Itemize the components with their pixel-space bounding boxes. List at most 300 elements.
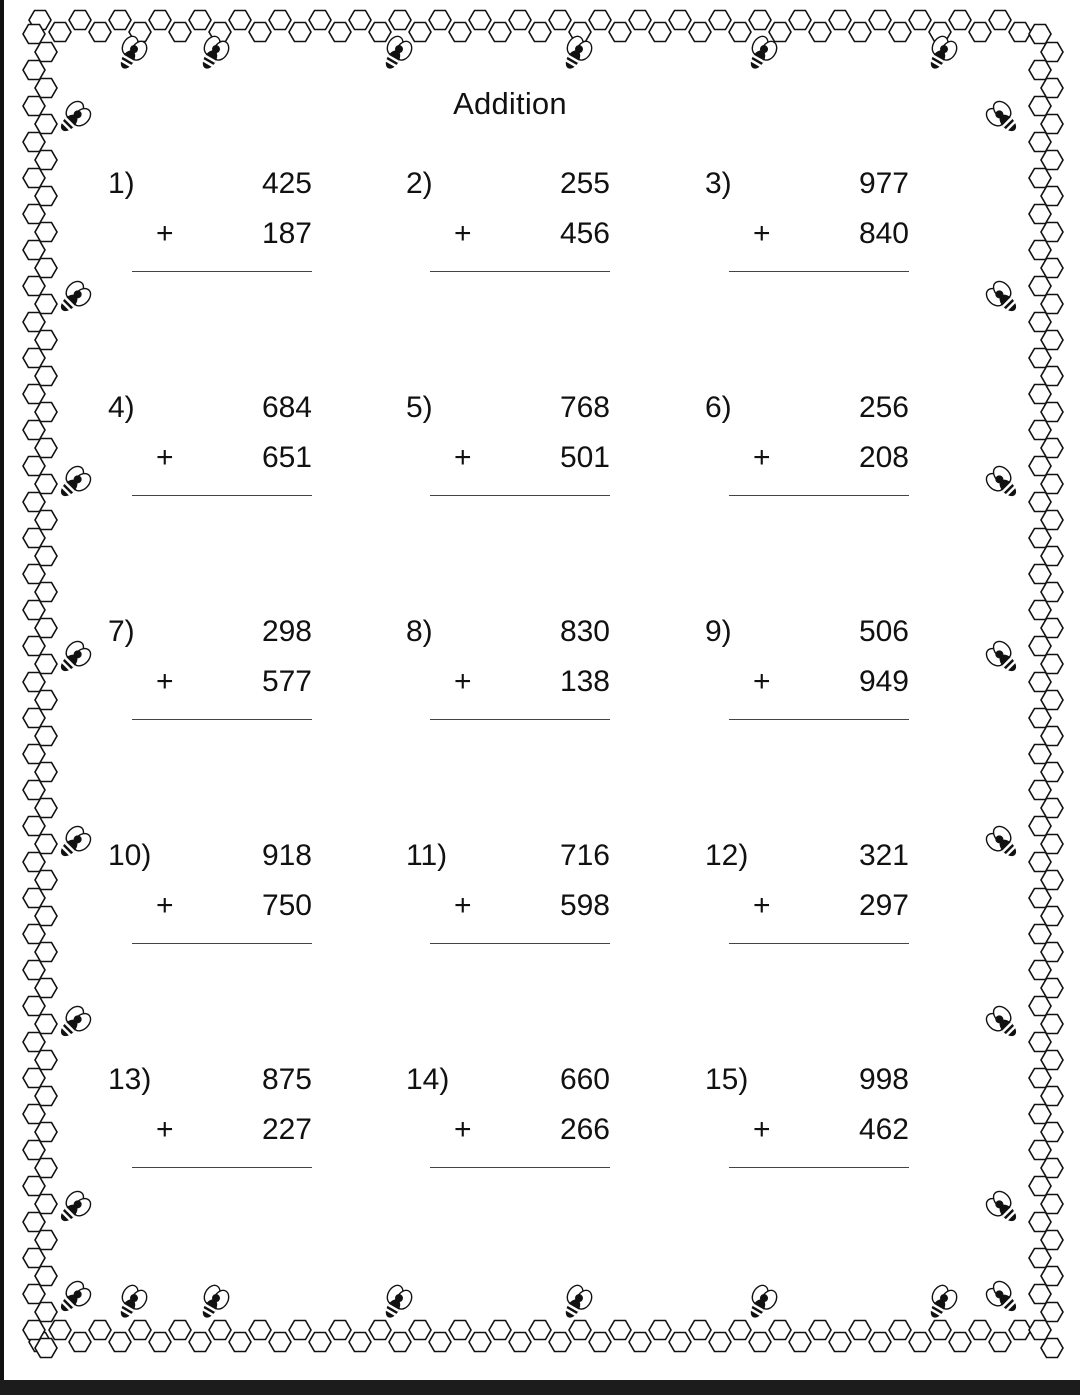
plus-sign: + xyxy=(156,217,174,250)
problem-5 xyxy=(406,391,626,501)
honeycomb-cell xyxy=(389,1333,411,1352)
honeycomb-cell xyxy=(35,1267,57,1286)
honeycomb-cell xyxy=(149,1333,171,1352)
honeycomb-cell xyxy=(35,655,57,674)
plus-sign: + xyxy=(156,889,174,922)
honeycomb-cell xyxy=(35,475,57,494)
honeycomb-cell xyxy=(349,1333,371,1352)
problem-number: 15) xyxy=(705,1063,749,1096)
honeycomb-cell xyxy=(1029,1213,1051,1232)
bee-icon xyxy=(54,278,94,318)
honeycomb-cell xyxy=(23,637,45,656)
honeycomb-cell xyxy=(1041,331,1063,350)
honeycomb-cell xyxy=(809,23,831,42)
honeycomb-cell xyxy=(769,1321,791,1340)
problem-number: 2) xyxy=(406,167,433,200)
honeycomb-cell xyxy=(989,11,1011,30)
plus-sign: + xyxy=(753,665,771,698)
answer-line xyxy=(729,719,909,720)
honeycomb-cell xyxy=(1041,475,1063,494)
honeycomb-cell xyxy=(489,23,511,42)
honeycomb-cell xyxy=(1029,709,1051,728)
honeycomb-cell xyxy=(269,11,291,30)
honeycomb-cell xyxy=(35,943,57,962)
honeycomb-cell xyxy=(969,1321,991,1340)
honeycomb-cell xyxy=(989,1333,1011,1352)
honeycomb-cell xyxy=(369,1321,391,1340)
honeycomb-cell xyxy=(1009,1321,1031,1340)
honeycomb-cell xyxy=(23,709,45,728)
first-addend: 321 xyxy=(858,839,909,872)
honeycomb-cell xyxy=(1029,781,1051,800)
honeycomb-cell xyxy=(789,11,811,30)
second-addend: 750 xyxy=(261,889,312,922)
honeycomb-cell xyxy=(1029,97,1051,116)
problem-number: 3) xyxy=(705,167,732,200)
honeycomb-cell xyxy=(609,1321,631,1340)
answer-line xyxy=(430,495,610,496)
bee-icon xyxy=(54,823,94,863)
honeycomb-cell xyxy=(1041,187,1063,206)
honeycomb-cell xyxy=(849,23,871,42)
bee-icon xyxy=(983,1003,1023,1043)
honeycomb-cell xyxy=(909,11,931,30)
honeycomb-cell xyxy=(1029,1141,1051,1160)
answer-line xyxy=(430,1167,610,1168)
problem-number: 7) xyxy=(108,615,135,648)
honeycomb-cell xyxy=(429,1333,451,1352)
honeycomb-cell xyxy=(1029,1249,1051,1268)
honeycomb-cell xyxy=(23,889,45,908)
honeycomb-cell xyxy=(35,439,57,458)
honeycomb-cell xyxy=(35,619,57,638)
honeycomb-cell xyxy=(829,1333,851,1352)
honeycomb-cell xyxy=(1041,547,1063,566)
plus-sign: + xyxy=(454,665,472,698)
honeycomb-cell xyxy=(749,11,771,30)
answer-line xyxy=(132,495,312,496)
problem-number: 4) xyxy=(108,391,135,424)
honeycomb-cell xyxy=(23,133,45,152)
honeycomb-cell xyxy=(609,23,631,42)
honeycomb-cell xyxy=(1041,871,1063,890)
bee-icon xyxy=(54,1003,94,1043)
problem-15 xyxy=(705,1063,925,1173)
honeycomb-cell xyxy=(1029,241,1051,260)
problem-10 xyxy=(108,839,328,949)
honeycomb-cell xyxy=(1041,1015,1063,1034)
honeycomb-cell xyxy=(23,1105,45,1124)
honeycomb-cell xyxy=(23,961,45,980)
bee-icon xyxy=(113,1283,150,1324)
honeycomb-cell xyxy=(1029,925,1051,944)
honeycomb-cell xyxy=(149,11,171,30)
honeycomb-cell xyxy=(1029,853,1051,872)
honeycomb-cell xyxy=(23,169,45,188)
honeycomb-cell xyxy=(35,295,57,314)
honeycomb-cell xyxy=(1041,655,1063,674)
honeycomb-cell xyxy=(1029,349,1051,368)
honeycomb-cell xyxy=(1029,1285,1051,1304)
answer-line xyxy=(729,495,909,496)
second-addend: 187 xyxy=(261,217,312,250)
honeycomb-cell xyxy=(929,1321,951,1340)
first-addend: 768 xyxy=(559,391,610,424)
first-addend: 256 xyxy=(858,391,909,424)
answer-line xyxy=(132,1167,312,1168)
honeycomb-cell xyxy=(23,1249,45,1268)
plus-sign: + xyxy=(454,1113,472,1146)
honeycomb-cell xyxy=(49,23,71,42)
honeycomb-cell xyxy=(689,1321,711,1340)
honeycomb-cell xyxy=(35,1303,57,1322)
answer-line xyxy=(430,943,610,944)
honeycomb-cell xyxy=(35,547,57,566)
honeycomb-cell xyxy=(1029,745,1051,764)
honeycomb-cell xyxy=(1041,1303,1063,1322)
honeycomb-cell xyxy=(1041,1267,1063,1286)
honeycomb-cell xyxy=(1041,1339,1063,1358)
second-addend: 577 xyxy=(261,665,312,698)
honeycomb-cell xyxy=(1029,997,1051,1016)
problem-number: 12) xyxy=(705,839,749,872)
honeycomb-cell xyxy=(23,205,45,224)
honeycomb-cell xyxy=(289,1321,311,1340)
plus-sign: + xyxy=(454,889,472,922)
honeycomb-cell xyxy=(35,727,57,746)
honeycomb-cell xyxy=(1041,835,1063,854)
honeycomb-cell xyxy=(1041,583,1063,602)
honeycomb-cell xyxy=(389,11,411,30)
second-addend: 208 xyxy=(858,441,909,474)
first-addend: 255 xyxy=(559,167,610,200)
bee-icon xyxy=(983,278,1023,318)
plus-sign: + xyxy=(753,1113,771,1146)
honeycomb-cell xyxy=(169,1321,191,1340)
honeycomb-cell xyxy=(1041,1231,1063,1250)
honeycomb-cell xyxy=(35,1231,57,1250)
honeycomb-cell xyxy=(549,1333,571,1352)
answer-line xyxy=(430,719,610,720)
honeycomb-cell xyxy=(1029,1069,1051,1088)
honeycomb-cell xyxy=(1029,1177,1051,1196)
problem-number: 6) xyxy=(705,391,732,424)
honeycomb-cell xyxy=(1041,43,1063,62)
honeycomb-cell xyxy=(1029,673,1051,692)
honeycomb-cell xyxy=(429,11,451,30)
honeycomb-cell xyxy=(849,1321,871,1340)
honeycomb-cell xyxy=(35,367,57,386)
honeycomb-cell xyxy=(869,1333,891,1352)
honeycomb-cell xyxy=(349,11,371,30)
honeycomb-cell xyxy=(23,925,45,944)
honeycomb-cell xyxy=(1041,115,1063,134)
plus-sign: + xyxy=(753,217,771,250)
honeycomb-cell xyxy=(449,1321,471,1340)
honeycomb-cell xyxy=(309,1333,331,1352)
honeycomb-cell xyxy=(23,781,45,800)
first-addend: 660 xyxy=(559,1063,610,1096)
honeycomb-cell xyxy=(669,1333,691,1352)
honeycomb-cell xyxy=(189,1333,211,1352)
honeycomb-cell xyxy=(1029,169,1051,188)
honeycomb-cell xyxy=(35,1087,57,1106)
honeycomb-cell xyxy=(1029,1105,1051,1124)
bee-icon xyxy=(378,1283,415,1324)
problem-8 xyxy=(406,615,626,725)
honeycomb-cell xyxy=(949,1333,971,1352)
plus-sign: + xyxy=(156,441,174,474)
plus-sign: + xyxy=(454,217,472,250)
honeycomb-cell xyxy=(1041,1159,1063,1178)
honeycomb-cell xyxy=(289,23,311,42)
second-addend: 138 xyxy=(559,665,610,698)
honeycomb-cell xyxy=(35,691,57,710)
honeycomb-cell xyxy=(1041,403,1063,422)
honeycomb-cell xyxy=(649,23,671,42)
honeycomb-cell xyxy=(49,1321,71,1340)
honeycomb-cell xyxy=(469,11,491,30)
honeycomb-cell xyxy=(269,1333,291,1352)
honeycomb-cell xyxy=(1041,799,1063,818)
first-addend: 830 xyxy=(559,615,610,648)
bee-icon xyxy=(743,1283,780,1324)
honeycomb-cell xyxy=(329,1321,351,1340)
plus-sign: + xyxy=(156,665,174,698)
honeycomb-cell xyxy=(689,23,711,42)
second-addend: 501 xyxy=(559,441,610,474)
honeycomb-cell xyxy=(35,151,57,170)
honeycomb-cell xyxy=(69,11,91,30)
honeycomb-cell xyxy=(35,331,57,350)
answer-line xyxy=(729,1167,909,1168)
second-addend: 462 xyxy=(858,1113,909,1146)
problem-2 xyxy=(406,167,626,277)
first-addend: 684 xyxy=(261,391,312,424)
honeycomb-cell xyxy=(1041,943,1063,962)
honeycomb-cell xyxy=(629,1333,651,1352)
honeycomb-cell xyxy=(35,1051,57,1070)
problem-11 xyxy=(406,839,626,949)
honeycomb-cell xyxy=(35,1339,57,1358)
second-addend: 840 xyxy=(858,217,909,250)
first-addend: 875 xyxy=(261,1063,312,1096)
problem-number: 1) xyxy=(108,167,135,200)
bee-icon xyxy=(558,34,595,75)
honeycomb-cell xyxy=(509,1333,531,1352)
honeycomb-cell xyxy=(23,997,45,1016)
honeycomb-cell xyxy=(23,529,45,548)
honeycomb-cell xyxy=(1029,637,1051,656)
bee-icon xyxy=(923,1283,960,1324)
honeycomb-cell xyxy=(1041,907,1063,926)
honeycomb-cell xyxy=(1041,1051,1063,1070)
honeycomb-cell xyxy=(35,583,57,602)
page-title: Addition xyxy=(453,86,567,121)
plus-sign: + xyxy=(753,441,771,474)
problem-7 xyxy=(108,615,328,725)
honeycomb-cell xyxy=(23,385,45,404)
honeycomb-cell xyxy=(249,1321,271,1340)
honeycomb-cell xyxy=(829,11,851,30)
honeycomb-cell xyxy=(869,11,891,30)
honeycomb-cell xyxy=(23,1321,45,1340)
honeycomb-cell xyxy=(1041,691,1063,710)
honeycomb-cell xyxy=(589,1333,611,1352)
honeycomb-cell xyxy=(23,457,45,476)
honeycomb-cell xyxy=(1029,313,1051,332)
honeycomb-cell xyxy=(229,11,251,30)
honeycomb-cell xyxy=(1029,1321,1051,1340)
honeycomb-cell xyxy=(35,1123,57,1142)
honeycomb-cell xyxy=(35,1159,57,1178)
honeycomb-cell xyxy=(1029,277,1051,296)
second-addend: 456 xyxy=(559,217,610,250)
honeycomb-cell xyxy=(23,349,45,368)
second-addend: 266 xyxy=(559,1113,610,1146)
honeycomb-cell xyxy=(35,763,57,782)
bee-icon xyxy=(983,1278,1023,1318)
bee-icon xyxy=(54,1278,94,1318)
honeycomb-cell xyxy=(35,1015,57,1034)
honeycomb-cell xyxy=(23,277,45,296)
bee-icon xyxy=(923,34,960,75)
first-addend: 298 xyxy=(261,615,312,648)
honeycomb-cell xyxy=(789,1333,811,1352)
honeycomb-cell xyxy=(35,1195,57,1214)
problem-13 xyxy=(108,1063,328,1173)
problem-number: 8) xyxy=(406,615,433,648)
bee-icon xyxy=(983,638,1023,678)
honeycomb-cell xyxy=(109,11,131,30)
honeycomb-cell xyxy=(909,1333,931,1352)
honeycomb-cell xyxy=(889,23,911,42)
honeycomb-cell xyxy=(23,313,45,332)
honeycomb-cell xyxy=(489,1321,511,1340)
answer-line xyxy=(430,271,610,272)
honeycomb-cell xyxy=(1041,727,1063,746)
honeycomb-cell xyxy=(409,23,431,42)
honeycomb-cell xyxy=(23,1213,45,1232)
problem-number: 10) xyxy=(108,839,152,872)
honeycomb-cell xyxy=(35,187,57,206)
honeycomb-cell xyxy=(35,979,57,998)
honeycomb-cell xyxy=(89,1321,111,1340)
answer-line xyxy=(132,719,312,720)
honeycomb-cell xyxy=(23,1069,45,1088)
honeycomb-cell xyxy=(309,11,331,30)
first-addend: 977 xyxy=(858,167,909,200)
answer-line xyxy=(132,943,312,944)
honeycomb-cell xyxy=(129,1321,151,1340)
honeycomb-cell xyxy=(23,1033,45,1052)
bee-icon xyxy=(983,823,1023,863)
first-addend: 425 xyxy=(261,167,312,200)
second-addend: 297 xyxy=(858,889,909,922)
honeycomb-cell xyxy=(1041,511,1063,530)
honeycomb-cell xyxy=(1029,457,1051,476)
honeycomb-cell xyxy=(249,23,271,42)
honeycomb-cell xyxy=(1041,79,1063,98)
honeycomb-cell xyxy=(1041,259,1063,278)
second-addend: 949 xyxy=(858,665,909,698)
honeycomb-cell xyxy=(449,23,471,42)
honeycomb-cell xyxy=(1041,367,1063,386)
honeycomb-cell xyxy=(23,817,45,836)
honeycomb-cell xyxy=(1041,979,1063,998)
honeycomb-cell xyxy=(89,23,111,42)
bee-icon xyxy=(54,1188,94,1228)
bee-icon xyxy=(54,463,94,503)
answer-line xyxy=(729,943,909,944)
second-addend: 598 xyxy=(559,889,610,922)
honeycomb-cell xyxy=(35,43,57,62)
honeycomb-cell xyxy=(1041,151,1063,170)
problem-number: 13) xyxy=(108,1063,152,1096)
honeycomb-cell xyxy=(469,1333,491,1352)
problem-12 xyxy=(705,839,925,949)
honeycomb-cell xyxy=(1029,133,1051,152)
honeycomb-cell xyxy=(1029,25,1051,44)
bee-icon xyxy=(558,1283,595,1324)
honeycomb-cell xyxy=(23,1177,45,1196)
honeycomb-cell xyxy=(23,241,45,260)
honeycomb-cell xyxy=(709,1333,731,1352)
honeycomb-cell xyxy=(23,565,45,584)
plus-sign: + xyxy=(454,441,472,474)
honeycomb-cell xyxy=(889,1321,911,1340)
honeycomb-cell xyxy=(1029,889,1051,908)
honeycomb-cell xyxy=(1029,493,1051,512)
honeycomb-cell xyxy=(69,1333,91,1352)
honeycomb-cell xyxy=(23,493,45,512)
honeycomb-cell xyxy=(23,601,45,620)
honeycomb-cell xyxy=(35,259,57,278)
problem-number: 9) xyxy=(705,615,732,648)
honeycomb-cell xyxy=(23,853,45,872)
honeycomb-cell xyxy=(329,23,351,42)
honeycomb-cell xyxy=(23,673,45,692)
honeycomb-cell xyxy=(189,11,211,30)
second-addend: 651 xyxy=(261,441,312,474)
first-addend: 918 xyxy=(261,839,312,872)
honeycomb-cell xyxy=(23,25,45,44)
problem-number: 14) xyxy=(406,1063,450,1096)
honeycomb-cell xyxy=(1029,385,1051,404)
honeycomb-cell xyxy=(109,1333,131,1352)
honeycomb-cell xyxy=(809,1321,831,1340)
honeycomb-cell xyxy=(1041,763,1063,782)
honeycomb-cell xyxy=(1041,295,1063,314)
honeycomb-cell xyxy=(749,1333,771,1352)
honeycomb-cell xyxy=(1029,61,1051,80)
honeycomb-cell xyxy=(35,835,57,854)
honeycomb-cell xyxy=(1041,1195,1063,1214)
honeycomb-cell xyxy=(949,11,971,30)
problem-9 xyxy=(705,615,925,725)
bee-icon xyxy=(983,463,1023,503)
problem-number: 5) xyxy=(406,391,433,424)
answer-line xyxy=(132,271,312,272)
problem-1 xyxy=(108,167,328,277)
honeycomb-cell xyxy=(769,23,791,42)
honeycomb-cell xyxy=(1029,205,1051,224)
honeycomb-cell xyxy=(1041,619,1063,638)
honeycomb-cell xyxy=(1029,565,1051,584)
first-addend: 716 xyxy=(559,839,610,872)
honeycomb-cell xyxy=(169,23,191,42)
first-addend: 998 xyxy=(858,1063,909,1096)
